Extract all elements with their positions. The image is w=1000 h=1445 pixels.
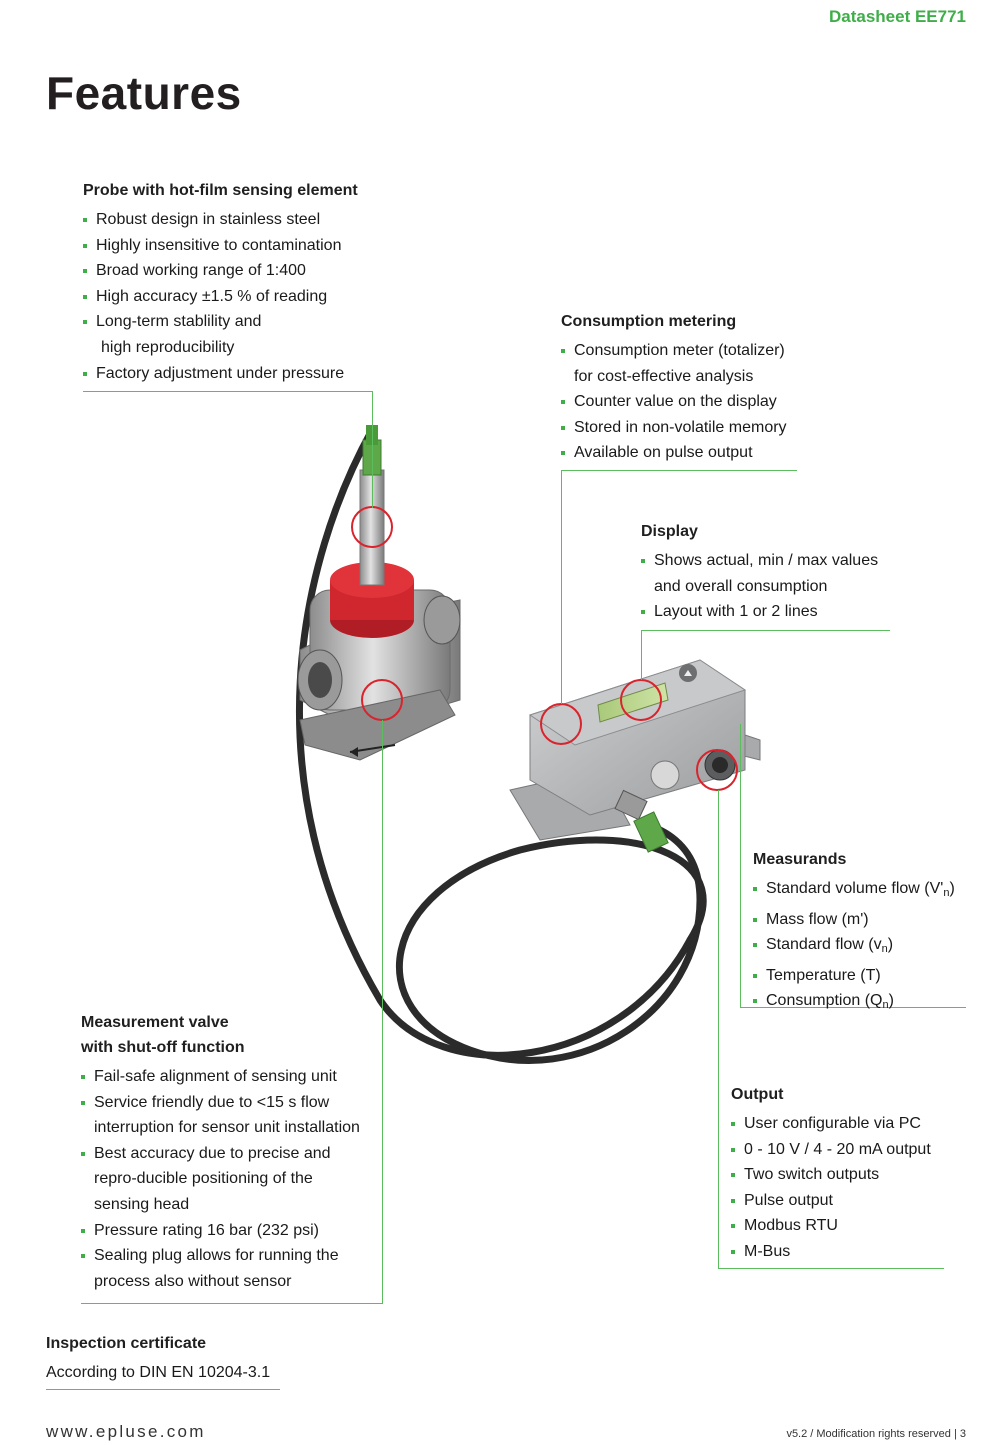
leader-display-v [641,630,642,680]
leader-output-v [718,790,719,1268]
leader-display-h [641,630,890,631]
leader-inspection-h [46,1389,280,1390]
probe-list [83,207,383,386]
display-list [641,548,911,625]
list-item: Fail-safe alignment of sensing unit [81,1064,381,1090]
measurands-section [753,847,988,1019]
list-item: Stored in non-volatile memory [561,415,821,441]
list-item-continuation: and overall consumption [654,577,828,595]
list-item-text: ) [888,992,894,1010]
list-item: Pulse output [731,1188,971,1214]
leader-consumption-h [561,470,797,471]
list-item [641,548,911,599]
list-item-text: Sealing plug allows for running the [94,1247,339,1265]
output-section [731,1082,971,1265]
list-item-continuation: high reproducibility [101,338,235,356]
valve-heading-line1: Measurement valve [81,1014,229,1031]
display-section [641,519,911,625]
inspection-text: According to DIN EN 10204-3.1 [46,1364,271,1381]
list-item-text: Service friendly due to <15 s flow [94,1093,330,1111]
list-item: Modbus RTU [731,1213,971,1239]
list-item-text: Standard volume flow (V' [766,880,944,897]
list-item [753,876,988,907]
list-item: 0 - 10 V / 4 - 20 mA output [731,1137,971,1163]
transmitter-housing-icon [510,660,760,852]
list-item: Robust design in stainless steel [83,207,383,233]
list-item-text: Long-term stablility and [96,313,262,331]
list-item: M-Bus [731,1239,971,1265]
list-item: Available on pulse output [561,440,821,466]
leader-consumption-v [561,470,562,704]
leader-probe-v [372,391,373,508]
list-item: Factory adjustment under pressure [83,361,383,387]
page-title: Features [46,67,242,119]
version-note: v5.2 / Modification rights reserved | 3 [786,1428,966,1440]
list-item: High accuracy ±1.5 % of reading [83,284,383,310]
leader-valve-h [81,1303,383,1304]
list-item-text: Standard flow (v [766,936,882,954]
measurands-list [753,876,988,1019]
leader-valve-v [382,720,383,1303]
list-item: Temperature (T) [753,963,988,989]
list-item [81,1090,381,1141]
leader-output-h [718,1268,944,1269]
consumption-heading: Consumption metering [561,313,737,330]
subscript: n [881,943,888,956]
list-item [561,338,821,389]
measurands-heading: Measurands [753,851,847,868]
list-item-continuation: interruption for sensor unit installation [94,1119,360,1137]
consumption-list [561,338,821,466]
list-item: Broad working range of 1:400 [83,258,383,284]
inspection-section [46,1331,306,1386]
list-item-continuation: for cost-effective analysis [574,367,754,385]
valve-section [81,1010,381,1294]
output-list [731,1111,971,1265]
leader-measurands-v [740,724,741,1007]
website-link[interactable]: www.epluse.com [46,1422,206,1441]
list-item-text: Best accuracy due to precise and [94,1144,331,1162]
list-item-continuation: process also without sensor [94,1272,292,1290]
valve-icon [298,425,460,760]
datasheet-label: Datasheet EE771 [828,7,966,26]
valve-heading-line2: with shut-off function [81,1039,245,1056]
list-item: Mass flow (m') [753,907,988,933]
probe-heading: Probe with hot-film sensing element [83,182,358,199]
list-item: Counter value on the display [561,389,821,415]
valve-list [81,1064,381,1294]
consumption-section [561,309,821,466]
leader-probe-h [83,391,373,392]
list-item-continuation: repro-ducible positioning of the [94,1170,313,1188]
list-item: User configurable via PC [731,1111,971,1137]
list-item-text: ) [887,936,894,954]
probe-section [83,178,383,386]
list-item: Pressure rating 16 bar (232 psi) [81,1218,381,1244]
subscript: n [943,887,950,899]
list-item-continuation: sensing head [94,1195,190,1213]
list-item [81,1243,381,1294]
list-item [83,309,383,360]
list-item: Layout with 1 or 2 lines [641,599,911,625]
valve-heading [81,1010,381,1060]
list-item-text: Consumption (Q [766,992,883,1010]
display-heading: Display [641,523,698,540]
list-item-text: Shows actual, min / max values [654,552,879,569]
list-item [81,1141,381,1218]
list-item: Highly insensitive to contamination [83,233,383,259]
list-item-text: Consumption meter (totalizer) [574,342,785,359]
inspection-heading: Inspection certificate [46,1335,207,1352]
list-item-text: ) [949,880,955,897]
list-item: Two switch outputs [731,1162,971,1188]
list-item [753,932,988,963]
subscript: n [882,999,889,1012]
list-item [753,988,988,1019]
output-heading: Output [731,1086,784,1103]
